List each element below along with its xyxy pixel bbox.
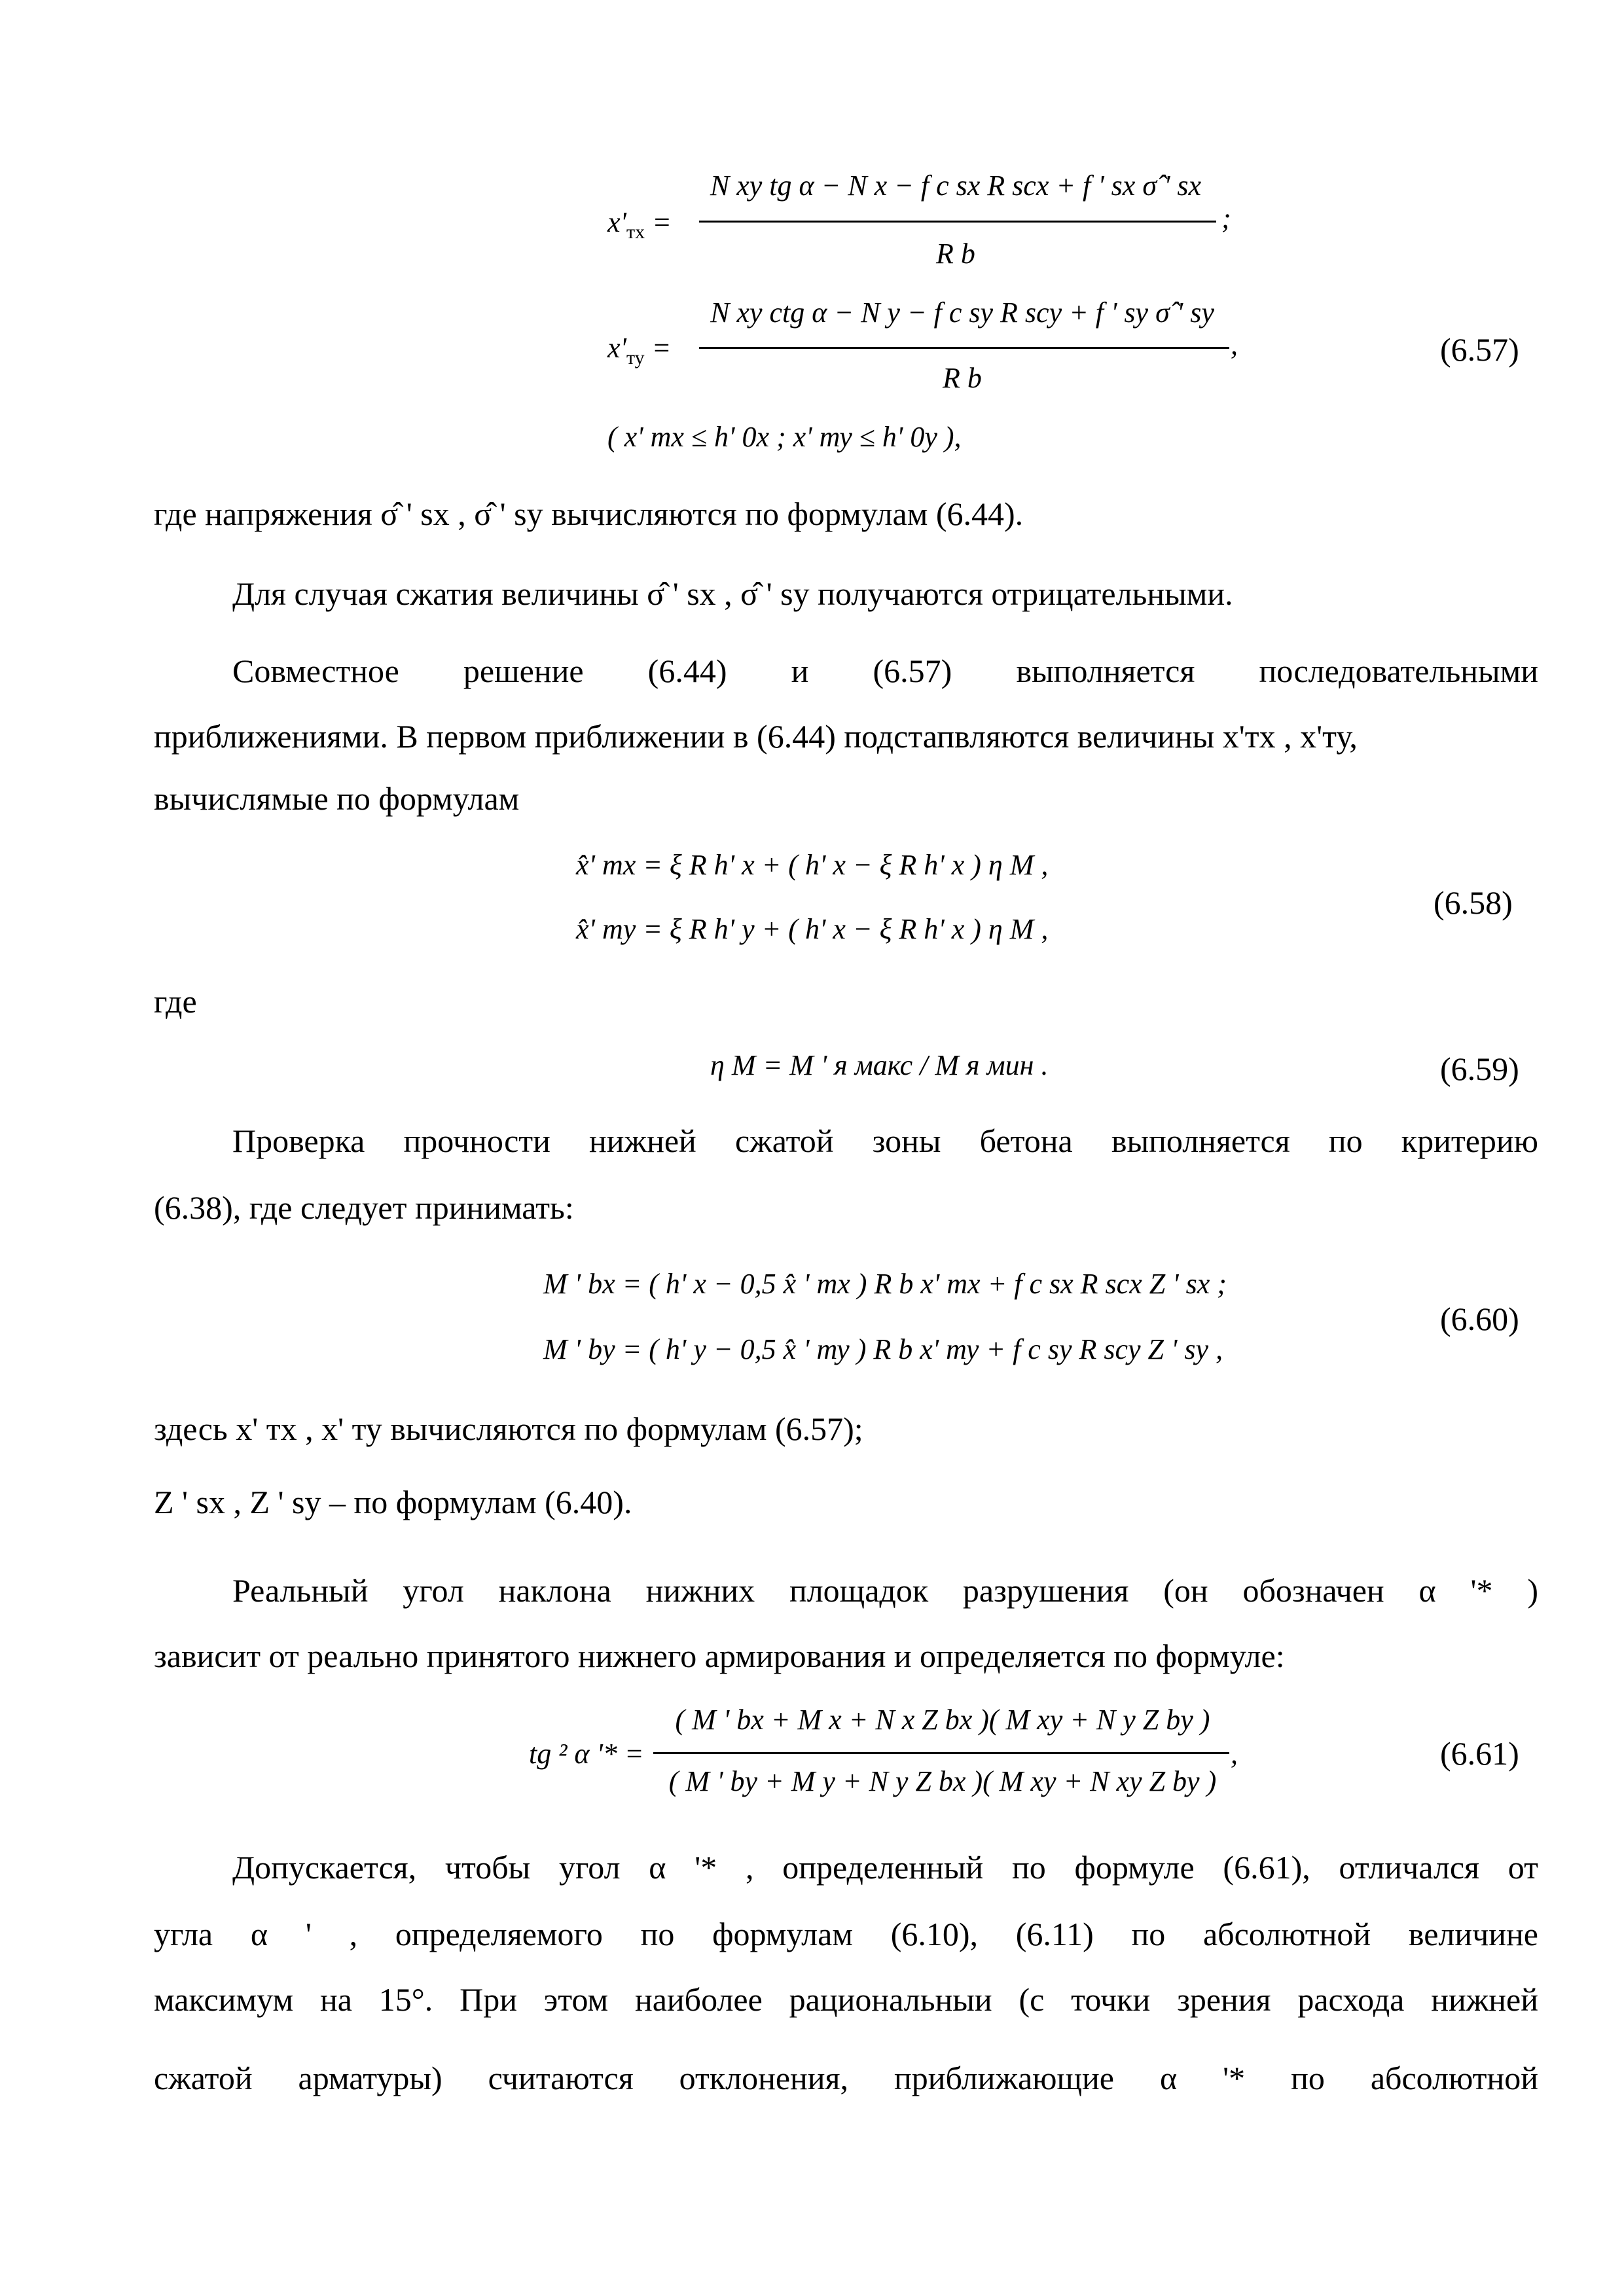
paragraph-allowed-line4: сжатой арматуры) считаются отклонения, приближающие α '* по абсолютной (154, 2060, 1538, 2096)
equation-number-6-58: (6.58) (1434, 884, 1513, 921)
equation-number-6-61: (6.61) (1440, 1735, 1519, 1772)
eq-6-61-denominator: ( M ' by + M y + N y Z bx )( M xy + N xy Z by ) (668, 1765, 1217, 1797)
paragraph-compression: Для случая сжатия величины σ̂ ' sx , σ̂ ' sy получаются отрицательными. (232, 575, 1233, 612)
eq-6-61-numerator: ( M ' bx + M x + N x Z bx )( M xy + N y Z by ) (675, 1704, 1210, 1736)
paragraph-joint-solution-line3: вычислямые по формулам (154, 780, 520, 817)
paragraph-where: где (154, 983, 197, 1020)
eq-6-61-lhs: tg ² α '* = (529, 1738, 644, 1770)
eq-6-58-line1: x̂' тx = ξ R h' x + ( h' x − ξ R h' x ) η M , (576, 849, 1049, 881)
paragraph-strength-check-line1: Проверка прочности нижней сжатой зоны бетона выполняется по критерию (232, 1122, 1538, 1159)
eq-6-61-end: , (1231, 1738, 1238, 1770)
eq-x-tx-end: ; (1221, 202, 1231, 234)
eq-x-ty-denominator: R b (943, 362, 982, 394)
equation-number-6-59: (6.59) (1440, 1050, 1519, 1087)
paragraph-allowed-line2: угла α ' , определяемого по формулам (6.10), (6.11) по абсолютной величине (154, 1916, 1538, 1952)
eq-x-tx-denominator: R b (936, 238, 975, 270)
eq-x-ty-lhs: $x'_{ту}$ = (607, 332, 672, 368)
eq-x-tx-fraction-bar (699, 221, 1216, 223)
paragraph-joint-solution-line1: Совместное решение (6.44) и (6.57) выполняется последовательными (232, 653, 1538, 689)
paragraph-joint-solution-line2: приближениями. В первом приближении в (6.44) подстапвляются величины x'тх , x'ту, (154, 718, 1358, 755)
equation-number-6-60: (6.60) (1440, 1300, 1519, 1337)
eq-6-60-line1: M ' bx = ( h' x − 0,5 x̂ ' тх ) R b x' тх + f c sx R scx Z ' sx ; (543, 1268, 1227, 1300)
paragraph-stresses: где напряжения σ̂ ' sx , σ̂ ' sy вычисляются по формулам (6.44). (154, 495, 1024, 532)
paragraph-real-angle-line1: Реальный угол наклона нижних площадок разрушения (он обозначен α '* ) (232, 1572, 1538, 1609)
paragraph-allowed-line1: Допускается, чтобы угол α '* , определенный по формуле (6.61), отличался от (232, 1849, 1538, 1886)
eq-6-61-fraction-bar (653, 1752, 1229, 1754)
eq-6-57-constraint: ( x' тх ≤ h' 0x ; x' ту ≤ h' 0y ), (607, 421, 962, 453)
eq-6-59-line: η M = M ' я макс / M я мин . (710, 1049, 1049, 1081)
eq-x-ty-end: , (1231, 329, 1238, 361)
paragraph-z-formulas: Z ' sx , Z ' sy – по формулам (6.40). (154, 1484, 632, 1520)
eq-6-58-line2: x̂' тy = ξ R h' y + ( h' x − ξ R h' x ) η M , (576, 913, 1049, 945)
eq-x-ty-fraction-bar (699, 347, 1229, 349)
paragraph-allowed-line3: максимум на 15°. При этом наиболее рациональныи (с точки зрения расхода нижней (154, 1981, 1538, 2018)
paragraph-real-angle-line2: зависит от реально принятого нижнего армирования и определяется по формуле: (154, 1638, 1285, 1674)
eq-x-ty-numerator: N xy ctg α − N y − f c sy R scy + f ' sy σ̂ ' sy (710, 296, 1214, 329)
eq-6-60-line2: M ' by = ( h' y − 0,5 x̂ ' ту ) R b x' ту + f c sy R scy Z ' sy , (543, 1333, 1223, 1365)
paragraph-here: здесь x' тх , x' ту вычисляются по формулам (6.57); (154, 1410, 863, 1447)
equation-number-6-57: (6.57) (1440, 331, 1519, 368)
eq-x-tx-lhs: $x'_{тх}$ = (607, 206, 672, 243)
eq-x-tx-numerator: N xy tg α − N x − f c sx R scx + f ' sx σ̂ ' sx (710, 170, 1202, 202)
paragraph-strength-check-line2: (6.38), где следует принимать: (154, 1189, 574, 1226)
